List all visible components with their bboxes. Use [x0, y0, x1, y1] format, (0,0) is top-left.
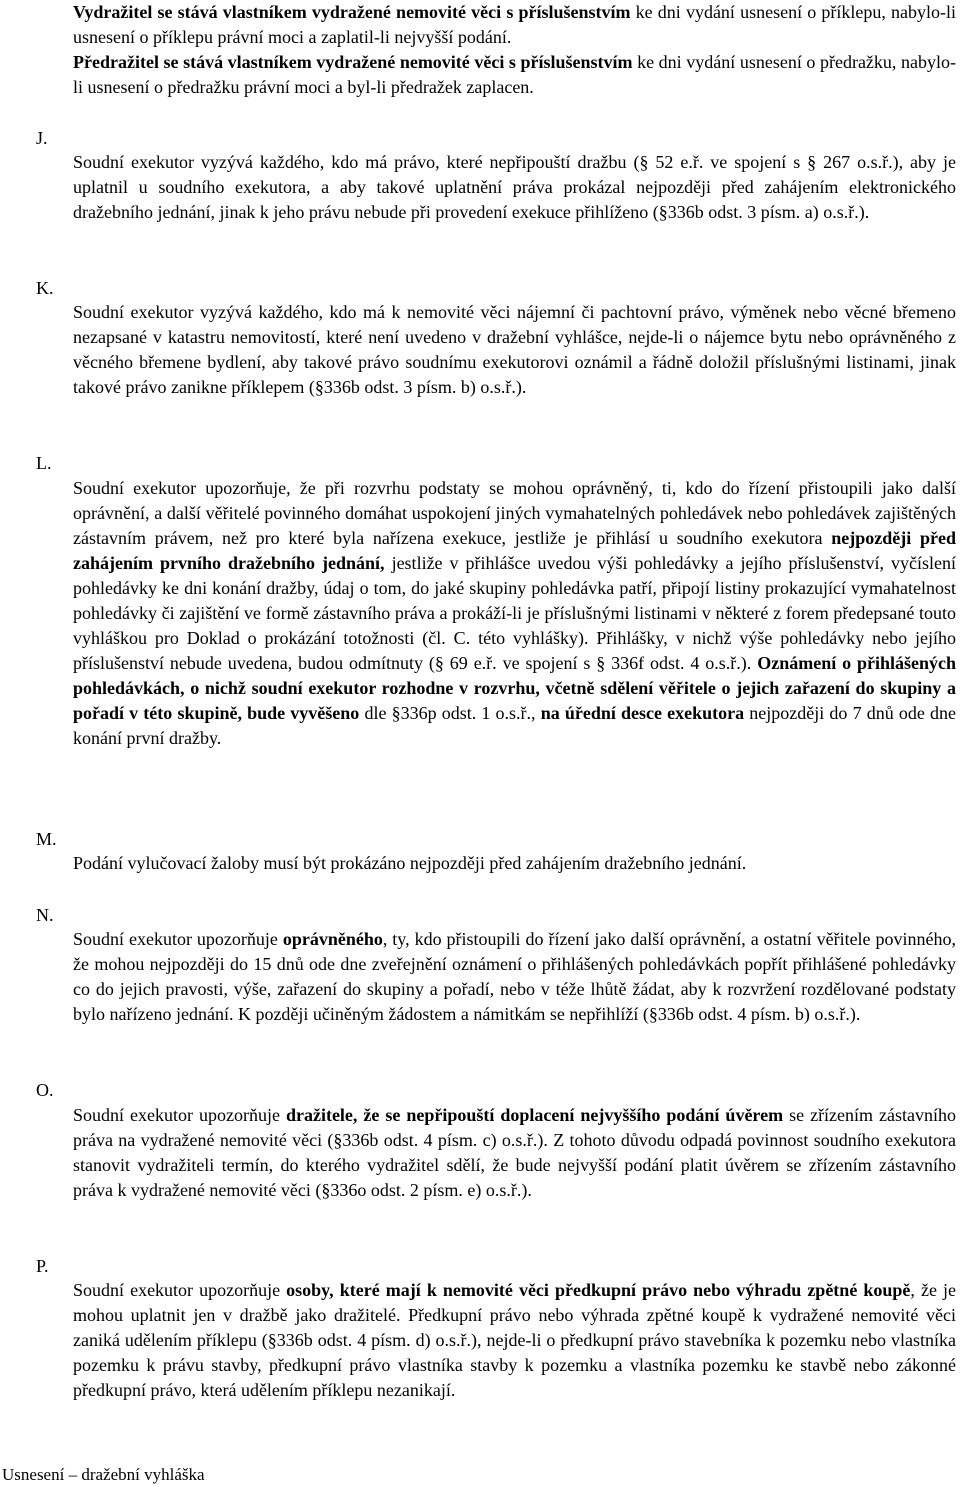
- section-l-bold-3: na úřední desce exekutora: [540, 703, 745, 723]
- section-p-text-2: , že je mohou uplatnit jen v dražbě jako dražitelé. Předkupní právo nebo výhrada zpětné koupě k vydražené nemovité věci zaniká udělením příklepu (§336b odst. 4 písm. d) o.s.ř.), nejde-li o předkupní právo stavebníka k pozemku nebo vlastníka pozemku k právu stavby, předkupní právo vlastníka stavby k pozemku a vlastníka pozemku ke stavbě nebo zákonné předkupní právo, která udělením příklepu nezanikají.: [73, 1280, 956, 1400]
- section-letter-k: K.: [36, 278, 54, 298]
- section-letter-j: J.: [36, 128, 48, 148]
- section-p-body: [73, 1278, 956, 1403]
- section-letter-m: M.: [36, 829, 57, 849]
- section-o-bold-1: dražitele, že se nepřipouští doplacení nejvyššího podání úvěrem: [285, 1105, 784, 1125]
- section-letter-l: L.: [36, 453, 52, 473]
- intro-p2-text: ke dni vydání usnesení o předražku, nabylo-li usnesení o předražku právní moci a byl-li předražek zaplacen.: [73, 52, 956, 97]
- section-o-text: [73, 1103, 956, 1203]
- section-l-text-2: jestliže v přihlášce uvedou výši pohledávky a jejího příslušenství, vyčíslení pohledávky ke dni konání dražby, údaj o tom, do jaké skupiny pohledávka patří, připojí listiny prokazující vymahatelnost pohledávky či zajištění ve formě zástavního práva a prokáží-li je příslušnými listinami v některé z forem předepsané touto vyhláškou pro Doklad o prokázání totožnosti (čl. C. této vyhlášky). Přihlášky, v nichž výše pohledávky nebo jejího příslušenství nebude uvedena, budou odmítnuty (§ 69 e.ř. ve spojení s § 336f odst. 4 o.s.ř.).: [73, 553, 957, 673]
- section-n-body: [73, 927, 956, 1027]
- section-k-text: Soudní exekutor vyzývá každého, kdo má k nemovité věci nájemní či pachtovní právo, výměnek nebo věcné břemeno nezapsané v katastru nemovitostí, které není uvedeno v dražební vyhlášce, nejde-li o nájemce bytu nebo oprávněného z věcného břemene bydlení, aby takové právo soudnímu exekutorovi oznámil a řádně doložil příslušnými listinami, jinak takové právo zanikne příklepem (§336b odst. 3 písm. b) o.s.ř.).: [73, 302, 956, 397]
- section-l-text-1: Soudní exekutor upozorňuje, že při rozvrhu podstaty se mohou oprávněný, ti, kdo do řízení přistoupili jako další oprávnění, a další věřitelé povinného domáhat uspokojení jiných vymahatelných pohledávek nebo pohledávek zajištěných zástavním právem, než pro které byla nařízena exekuce, jestliže je přihlásí u soudního exekutora: [73, 478, 956, 548]
- intro-p2-bold: Předražitel se stává vlastníkem vydražené nemovité věci s příslušenstvím: [73, 52, 633, 72]
- section-m-body: [73, 851, 956, 876]
- intro-block: [73, 0, 956, 100]
- section-o-body: [73, 1103, 956, 1203]
- section-n-bold-1: oprávněného: [282, 929, 383, 949]
- section-j-text: Soudní exekutor vyzývá každého, kdo má právo, které nepřipouští dražbu (§ 52 e.ř. ve spojení s § 267 o.s.ř.), aby je uplatnil u soudního exekutora, a aby takové uplatnění práva prokázal nejpozději před zahájením elektronického dražebního jednání, jinak k jeho právu nebude při provedení exekuce přihlíženo (§336b odst. 3 písm. a) o.s.ř.).: [73, 152, 956, 222]
- section-letter-p: P.: [36, 1256, 49, 1276]
- section-l-text-4: nejpozději do 7 dnů ode dne konání první dražby.: [73, 703, 957, 748]
- section-l-body: [73, 476, 956, 751]
- section-n-text: [73, 927, 956, 1027]
- section-letter-o: O.: [36, 1080, 54, 1100]
- section-k-body: [73, 300, 956, 400]
- section-n-text-1: Soudní exekutor upozorňuje: [73, 929, 283, 949]
- section-letter-n: N.: [36, 905, 54, 925]
- page-footer: Usnesení – dražební vyhláška: [2, 1465, 205, 1484]
- intro-paragraph-2: [73, 50, 956, 100]
- section-p-text: [73, 1278, 956, 1403]
- intro-p1-bold: Vydražitel se stává vlastníkem vydražené nemovité věci s příslušenstvím: [73, 2, 631, 22]
- intro-p1-text: ke dni vydání usnesení o příklepu, nabylo-li usnesení o příklepu právní moci a zaplatil-li nejvyšší podání.: [73, 2, 956, 47]
- section-p-bold-1: osoby, které mají k nemovité věci předkupní právo nebo výhradu zpětné koupě: [286, 1280, 911, 1300]
- intro-paragraph-1: [73, 0, 956, 50]
- section-m-text: Podání vylučovací žaloby musí být prokázáno nejpozději před zahájením dražebního jednání.: [73, 853, 747, 873]
- section-l-bold-1: nejpozději před zahájením prvního dražebního jednání,: [73, 528, 956, 573]
- section-j-body: [73, 150, 956, 225]
- section-l-text: [73, 476, 956, 751]
- section-n-text-2: , ty, kdo přistoupili do řízení jako další oprávnění, a ostatní věřitele povinného, že mohou nejpozději do 15 dnů ode dne zveřejnění oznámení o přihlášených pohledávkách popřít přihlášené pohledávky co do jejich pravosti, výše, zařazení do skupiny a pořadí, nebo v téže lhůtě žádat, aby k rozvržení rozdělované podstaty bylo nařízeno jednání. K později učiněným žádostem a námitkám se nepřihlíží (§336b odst. 4 písm. b) o.s.ř.).: [73, 929, 956, 1024]
- section-l-text-3: dle §336p odst. 1 o.s.ř.,: [359, 703, 541, 723]
- section-o-text-2: se zřízením zástavního práva na vydražené nemovité věci (§336b odst. 4 písm. c) o.s.ř.). Z tohoto důvodu odpadá povinnost soudního exekutora stanovit vydražiteli termín, do kterého vydražitel sdělí, že bude nejvyšší podání platit úvěrem se zřízením zástavního práva k vydražené nemovité věci (§336o odst. 2 písm. e) o.s.ř.).: [73, 1105, 957, 1200]
- section-p-text-1: Soudní exekutor upozorňuje: [73, 1280, 287, 1300]
- section-l-bold-2: Oznámení o přihlášených pohledávkách, o nichž soudní exekutor rozhodne v rozvrhu, včetně sdělení věřitele o jejich zařazení do skupiny a pořadí v této skupině, bude vyvěšeno: [73, 653, 957, 723]
- section-o-text-1: Soudní exekutor upozorňuje: [73, 1105, 286, 1125]
